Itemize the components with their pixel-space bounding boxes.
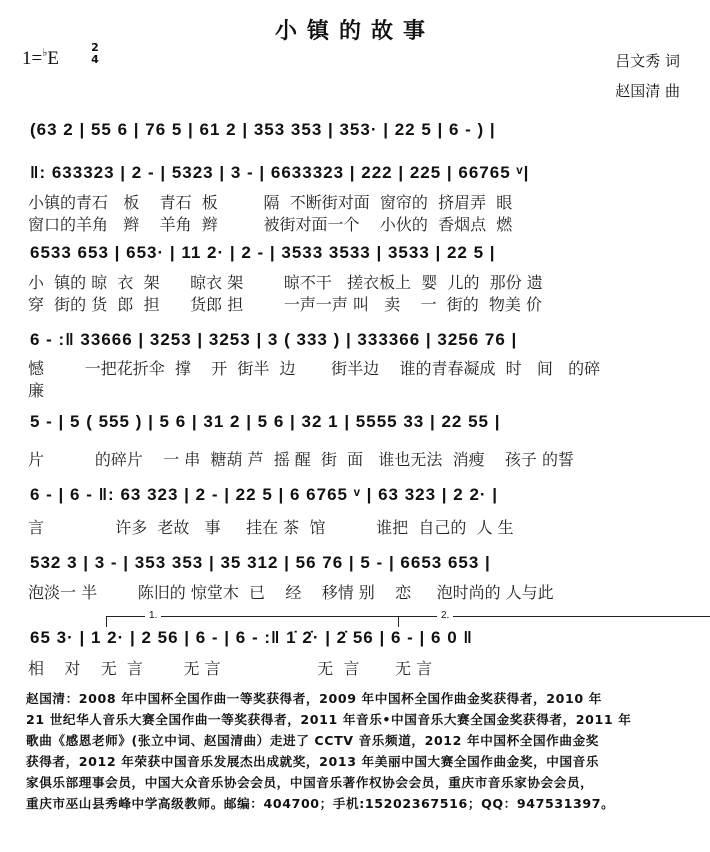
time-signature-bottom: 4: [91, 53, 99, 66]
score-row-6-lyric-1: 言 许多 老故 事 挂在 茶 馆 谁把 自己的 人 生: [28, 518, 514, 537]
key-prefix: 1=: [22, 48, 43, 69]
score-row-7-lyric-1: 泡淡一 半 陈旧的 惊堂木 已 经 移情 别 恋 泡时尚的 人与此: [28, 583, 554, 602]
key-note: E: [47, 48, 60, 69]
score-row-8-notes: 65 3· | 1 2· | 2 56 | 6 - | 6 - :‖ 1̇ 2̇· | 2̇ 56 | 6 - | 6 0 ‖: [30, 628, 473, 647]
volta-bracket-2: [398, 610, 710, 627]
score-row-5-notes: 5 - | 5 ( 555 ) | 5 6 | 31 2 | 5 6 | 32 1 | 5555 33 | 22 55 |: [30, 412, 501, 431]
composer-bio: [26, 688, 690, 814]
bio-line: 21 世纪华人音乐大赛全国作曲一等奖获得者，2011 年音乐•中国音乐大赛全国金奖获得者，2011 年: [26, 712, 632, 727]
score-row-6-notes: 6 - | 6 - ‖: 63 323 | 2 - | 22 5 | 6 6765 ᵛ | 63 323 | 2 2· |: [30, 485, 499, 504]
time-signature: [88, 42, 102, 66]
score-row-4-notes: 6 - :‖ 33666 | 3253 | 3253 | 3 ( 333 ) | 333366 | 3256 76 |: [30, 330, 518, 349]
key-signature: [22, 46, 59, 70]
score-row-8-lyric-1: 相 对 无 言 无 言 无 言 无 言: [28, 659, 433, 678]
score-row-1-notes: (63 2 | 55 6 | 76 5 | 61 2 | 353 353 | 353· | 22 5 | 6 - ) |: [30, 120, 496, 139]
bio-line: 家俱乐部理事会员，中国大众音乐协会会员，中国音乐著作权协会会员，重庆市音乐家协会会员，: [26, 775, 594, 790]
time-signature-top: 2: [91, 41, 99, 54]
volta-bracket-1: [106, 610, 427, 627]
score-row-3-lyric-1: 小 镇的 晾 衣 架 晾衣 架 晾不干 搓衣板上 婴 儿的 那份 遗: [28, 273, 543, 292]
score-row-7-notes: 532 3 | 3 - | 353 353 | 35 312 | 56 76 | 5 - | 6653 653 |: [30, 553, 491, 572]
bio-line: 赵国清：2008 年中国杯全国作曲一等奖获得者，2009 年中国杯全国作曲金奖获得者，2010 年: [26, 691, 602, 706]
score-row-2-lyric-1: 小镇的青石 板 青石 板 隔 不断街对面 窗帘的 挤眉弄 眼: [28, 193, 513, 212]
score-row-4-lyric-2: 廉: [28, 381, 45, 400]
score-row-3-notes: 6533 653 | 653· | 11 2· | 2 - | 3533 3533 | 3533 | 22 5 |: [30, 243, 496, 262]
volta-1-label: 1.: [145, 610, 161, 621]
score-row-2-lyric-2: 窗口的羊角 辫 羊角 辫 被街对面一个 小伙的 香烟点 燃: [28, 215, 513, 234]
lyricist-credit: 吕文秀 词: [615, 52, 680, 70]
flat-icon: ♭: [42, 47, 48, 59]
bio-line: 歌曲《感恩老师》(张立中词、赵国清曲）走进了 CCTV 音乐频道，2012 年中国杯全国作曲金奖: [26, 733, 599, 748]
volta-2-label: 2.: [437, 610, 453, 621]
score-row-5-lyric-1: 片 的碎片 一 串 糖葫 芦 摇 醒 街 面 谁也无法 消瘦 孩子 的誓: [28, 450, 575, 469]
score-row-4-lyric-1: 憾 一把花折伞 撑 开 街半 边 街半边 谁的青春凝成 时 间 的碎: [28, 359, 601, 378]
score-row-2-notes: ‖: 633323 | 2 - | 5323 | 3 - | 6633323 | 222 | 225 | 66765 ᵛ|: [30, 163, 530, 182]
score-row-3-lyric-2: 穿 街的 货 郎 担 货郎 担 一声一声 叫 卖 一 街的 物美 价: [28, 295, 543, 314]
song-title: 小镇的故事: [274, 18, 435, 44]
composer-credit: 赵国清 曲: [615, 82, 680, 100]
bio-line: 重庆市巫山县秀峰中学高级教师。邮编：404700；手机:15202367516；QQ：947531397。: [26, 796, 615, 811]
bio-line: 获得者，2012 年荣获中国音乐发展杰出成就奖，2013 年美丽中国大赛全国作曲金奖，中国音乐: [26, 754, 600, 769]
